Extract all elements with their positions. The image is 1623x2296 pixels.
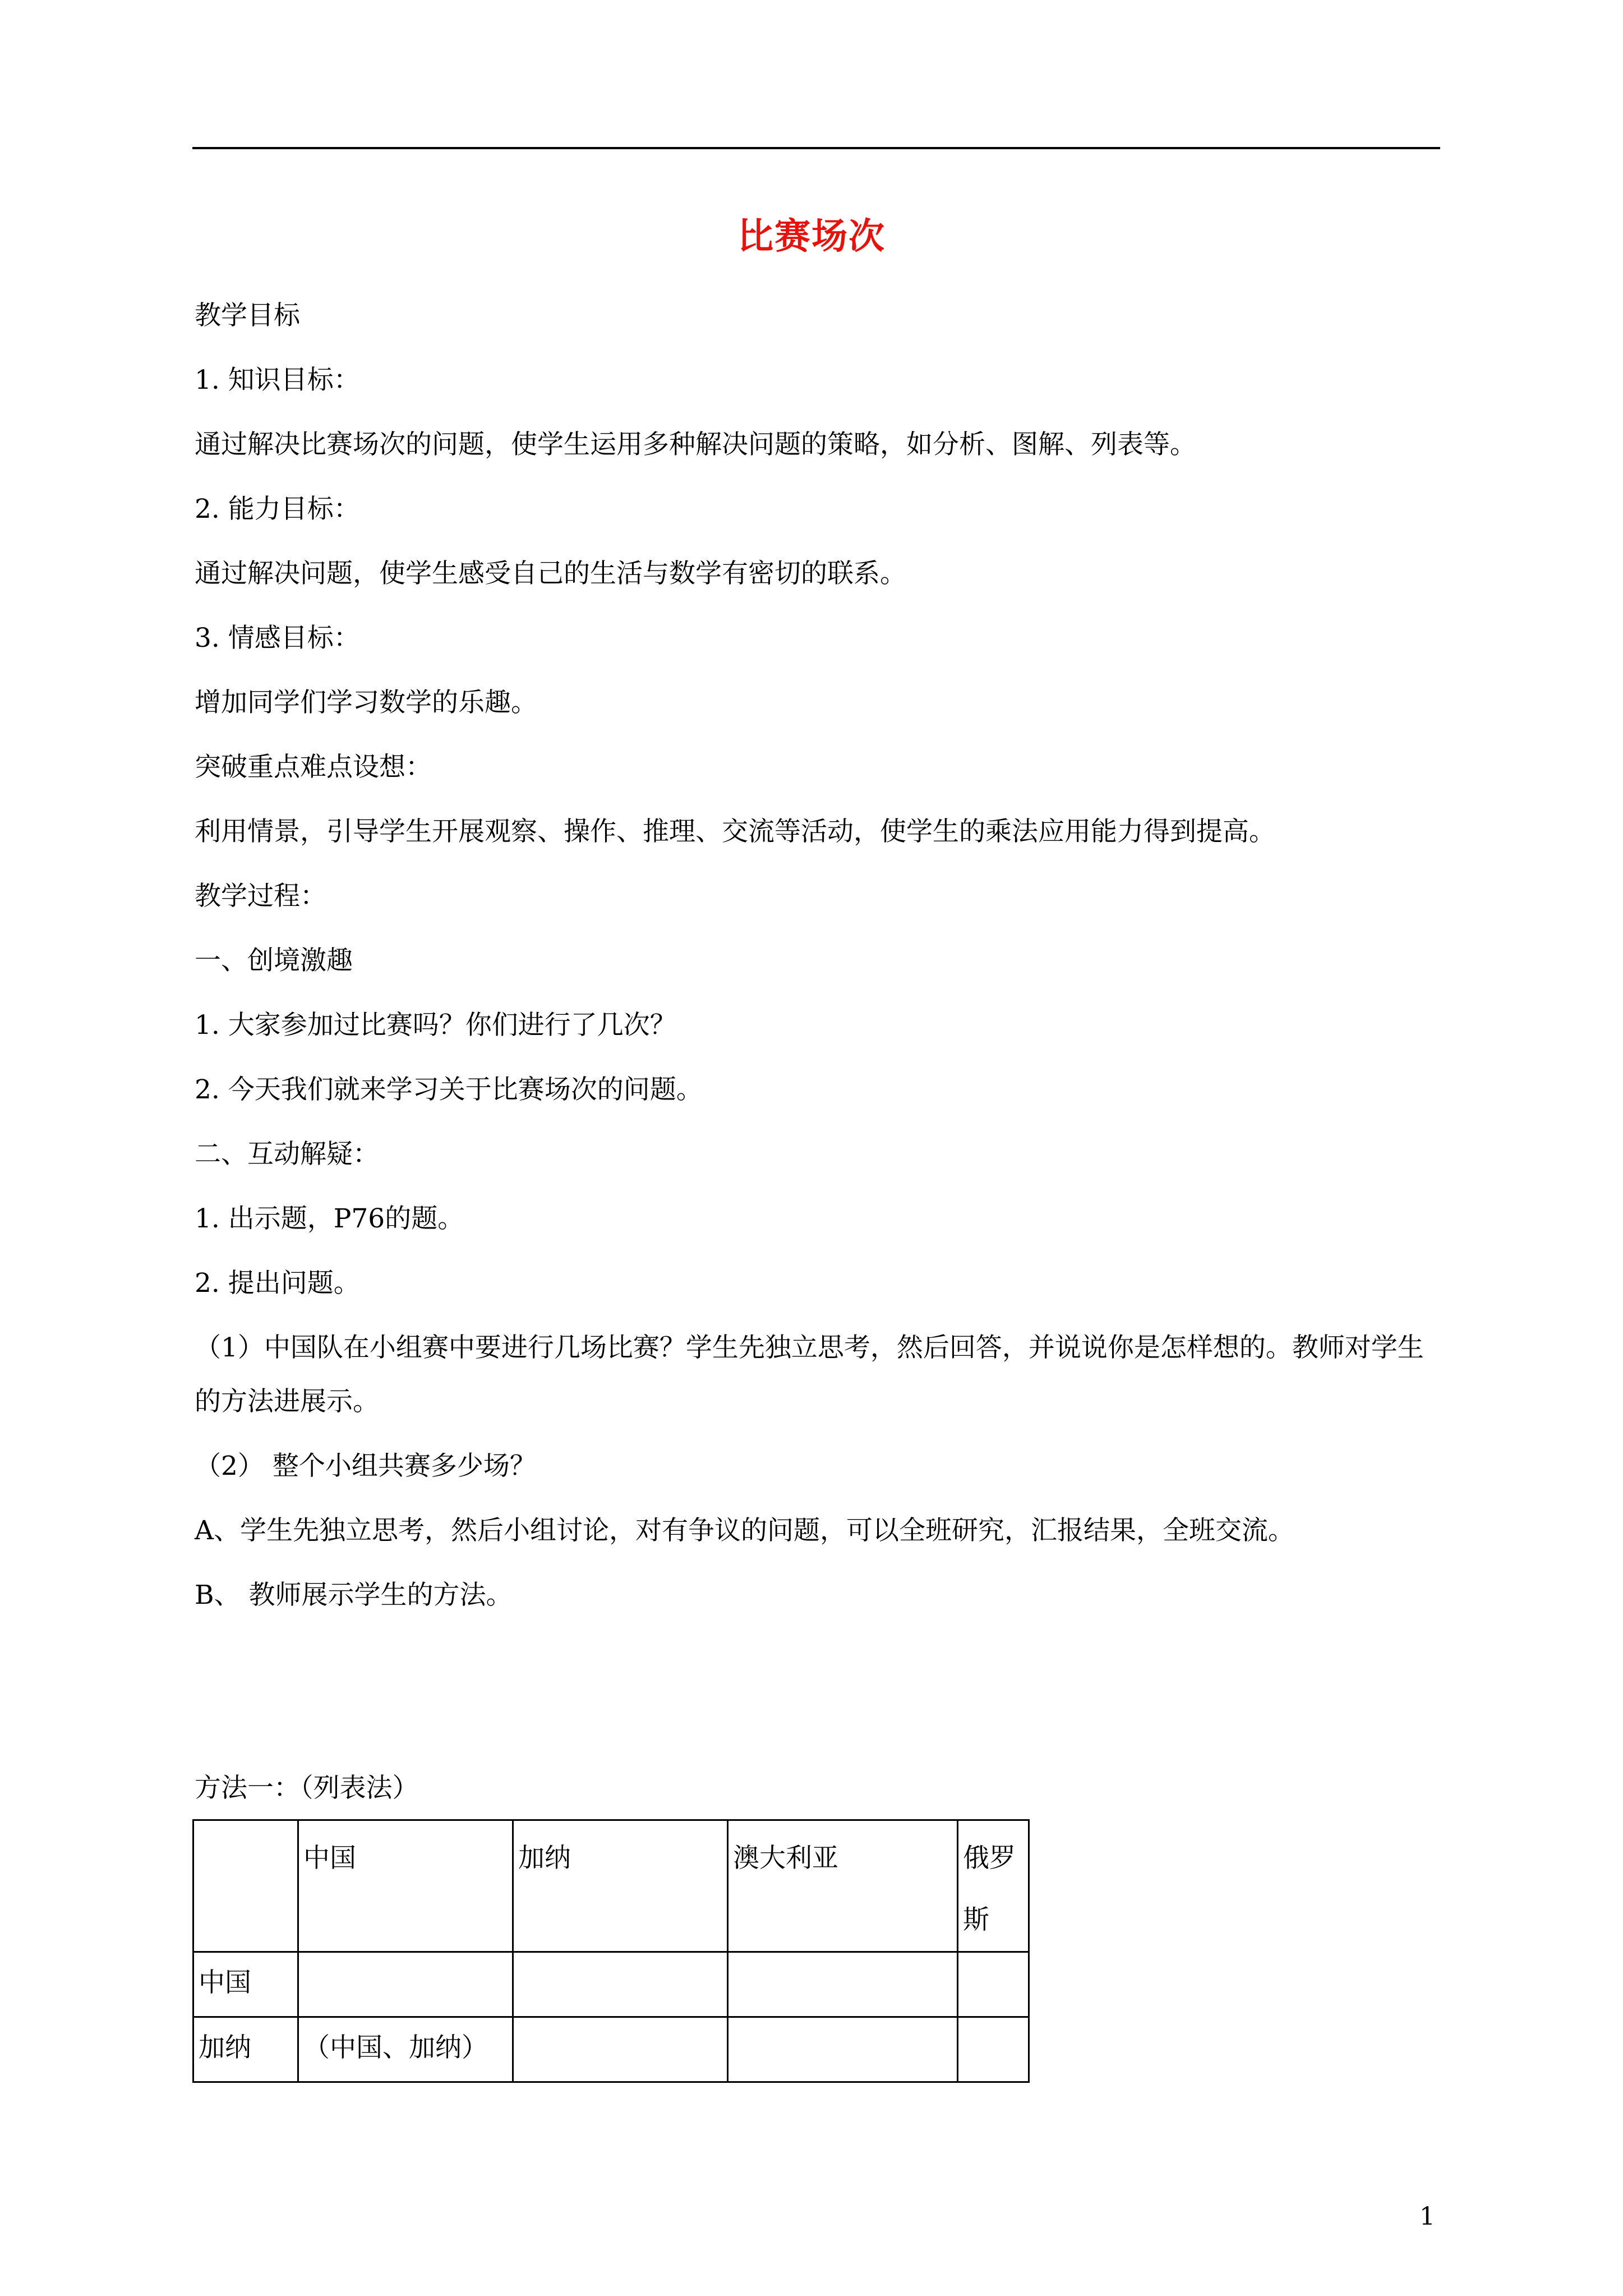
table-cell xyxy=(728,2017,958,2082)
objective-text-emotion: 增加同学们学习数学的乐趣。 xyxy=(195,687,537,718)
table-header-cell: 俄罗斯 xyxy=(958,1820,1029,1952)
page-number: 1 xyxy=(1419,2202,1435,2231)
table-header-row xyxy=(193,1820,1029,1952)
table-row xyxy=(193,1952,1029,2017)
table-cell xyxy=(728,1952,958,2017)
section-heading-key-points: 突破重点难点设想： xyxy=(195,752,432,783)
process-part-two-item-2: 2. 提出问题。 xyxy=(195,1268,360,1299)
table-cell xyxy=(298,1952,513,2017)
table-header-cell xyxy=(193,1820,298,1952)
table-row xyxy=(193,2017,1029,2082)
step-b-paragraph: B、 教师展示学生的方法。 xyxy=(195,1580,513,1611)
method-one-label: 方法一：（列表法） xyxy=(195,1773,419,1803)
table-cell: 中国 xyxy=(193,1952,298,2017)
process-part-one-item-2: 2. 今天我们就来学习关于比赛场次的问题。 xyxy=(195,1074,703,1105)
process-part-two-item-1: 1. 出示题，P76的题。 xyxy=(195,1203,464,1234)
document-title: 比赛场次 xyxy=(737,215,886,257)
table-cell xyxy=(513,1952,728,2017)
match-table xyxy=(192,1819,1030,2083)
table-header-cell: 澳大利亚 xyxy=(728,1820,958,1952)
table-cell xyxy=(513,2017,728,2082)
process-part-one-item-1: 1. 大家参加过比赛吗？你们进行了几次？ xyxy=(195,1010,676,1041)
table-cell xyxy=(958,1952,1029,2017)
table-cell xyxy=(958,2017,1029,2082)
question-1-paragraph: （1）中国队在小组赛中要进行几场比赛？学生先独立思考，然后回答，并说说你是怎样想的。教师对学生的方法进展示。 xyxy=(195,1332,1424,1417)
process-part-one-heading: 一、创境激趣 xyxy=(195,945,353,976)
table-header-cell: 加纳 xyxy=(513,1820,728,1952)
document-body xyxy=(195,293,1448,1637)
objective-text-ability: 通过解决问题，使学生感受自己的生活与数学有密切的联系。 xyxy=(195,558,906,589)
section-heading-objectives: 教学目标 xyxy=(195,300,300,331)
header-rule xyxy=(192,147,1440,149)
section-heading-process: 教学过程： xyxy=(195,881,326,912)
key-points-text: 利用情景，引导学生开展观察、操作、推理、交流等活动，使学生的乘法应用能力得到提高。 xyxy=(195,816,1275,847)
objective-heading-knowledge: 1. 知识目标： xyxy=(195,365,360,395)
objective-heading-ability: 2. 能力目标： xyxy=(195,494,360,524)
objective-heading-emotion: 3. 情感目标： xyxy=(195,623,360,654)
objective-text-knowledge: 通过解决比赛场次的问题，使学生运用多种解决问题的策略，如分析、图解、列表等。 xyxy=(195,429,1196,460)
step-a-paragraph: A、学生先独立思考，然后小组讨论，对有争议的问题，可以全班研究，汇报结果，全班交流。 xyxy=(195,1515,1294,1546)
question-2-paragraph: （2） 整个小组共赛多少场？ xyxy=(195,1451,536,1481)
table-header-cell: 中国 xyxy=(298,1820,513,1952)
process-part-two-heading: 二、互动解疑： xyxy=(195,1139,379,1170)
table-cell: 加纳 xyxy=(193,2017,298,2082)
table-cell: （中国、加纳） xyxy=(298,2017,513,2082)
